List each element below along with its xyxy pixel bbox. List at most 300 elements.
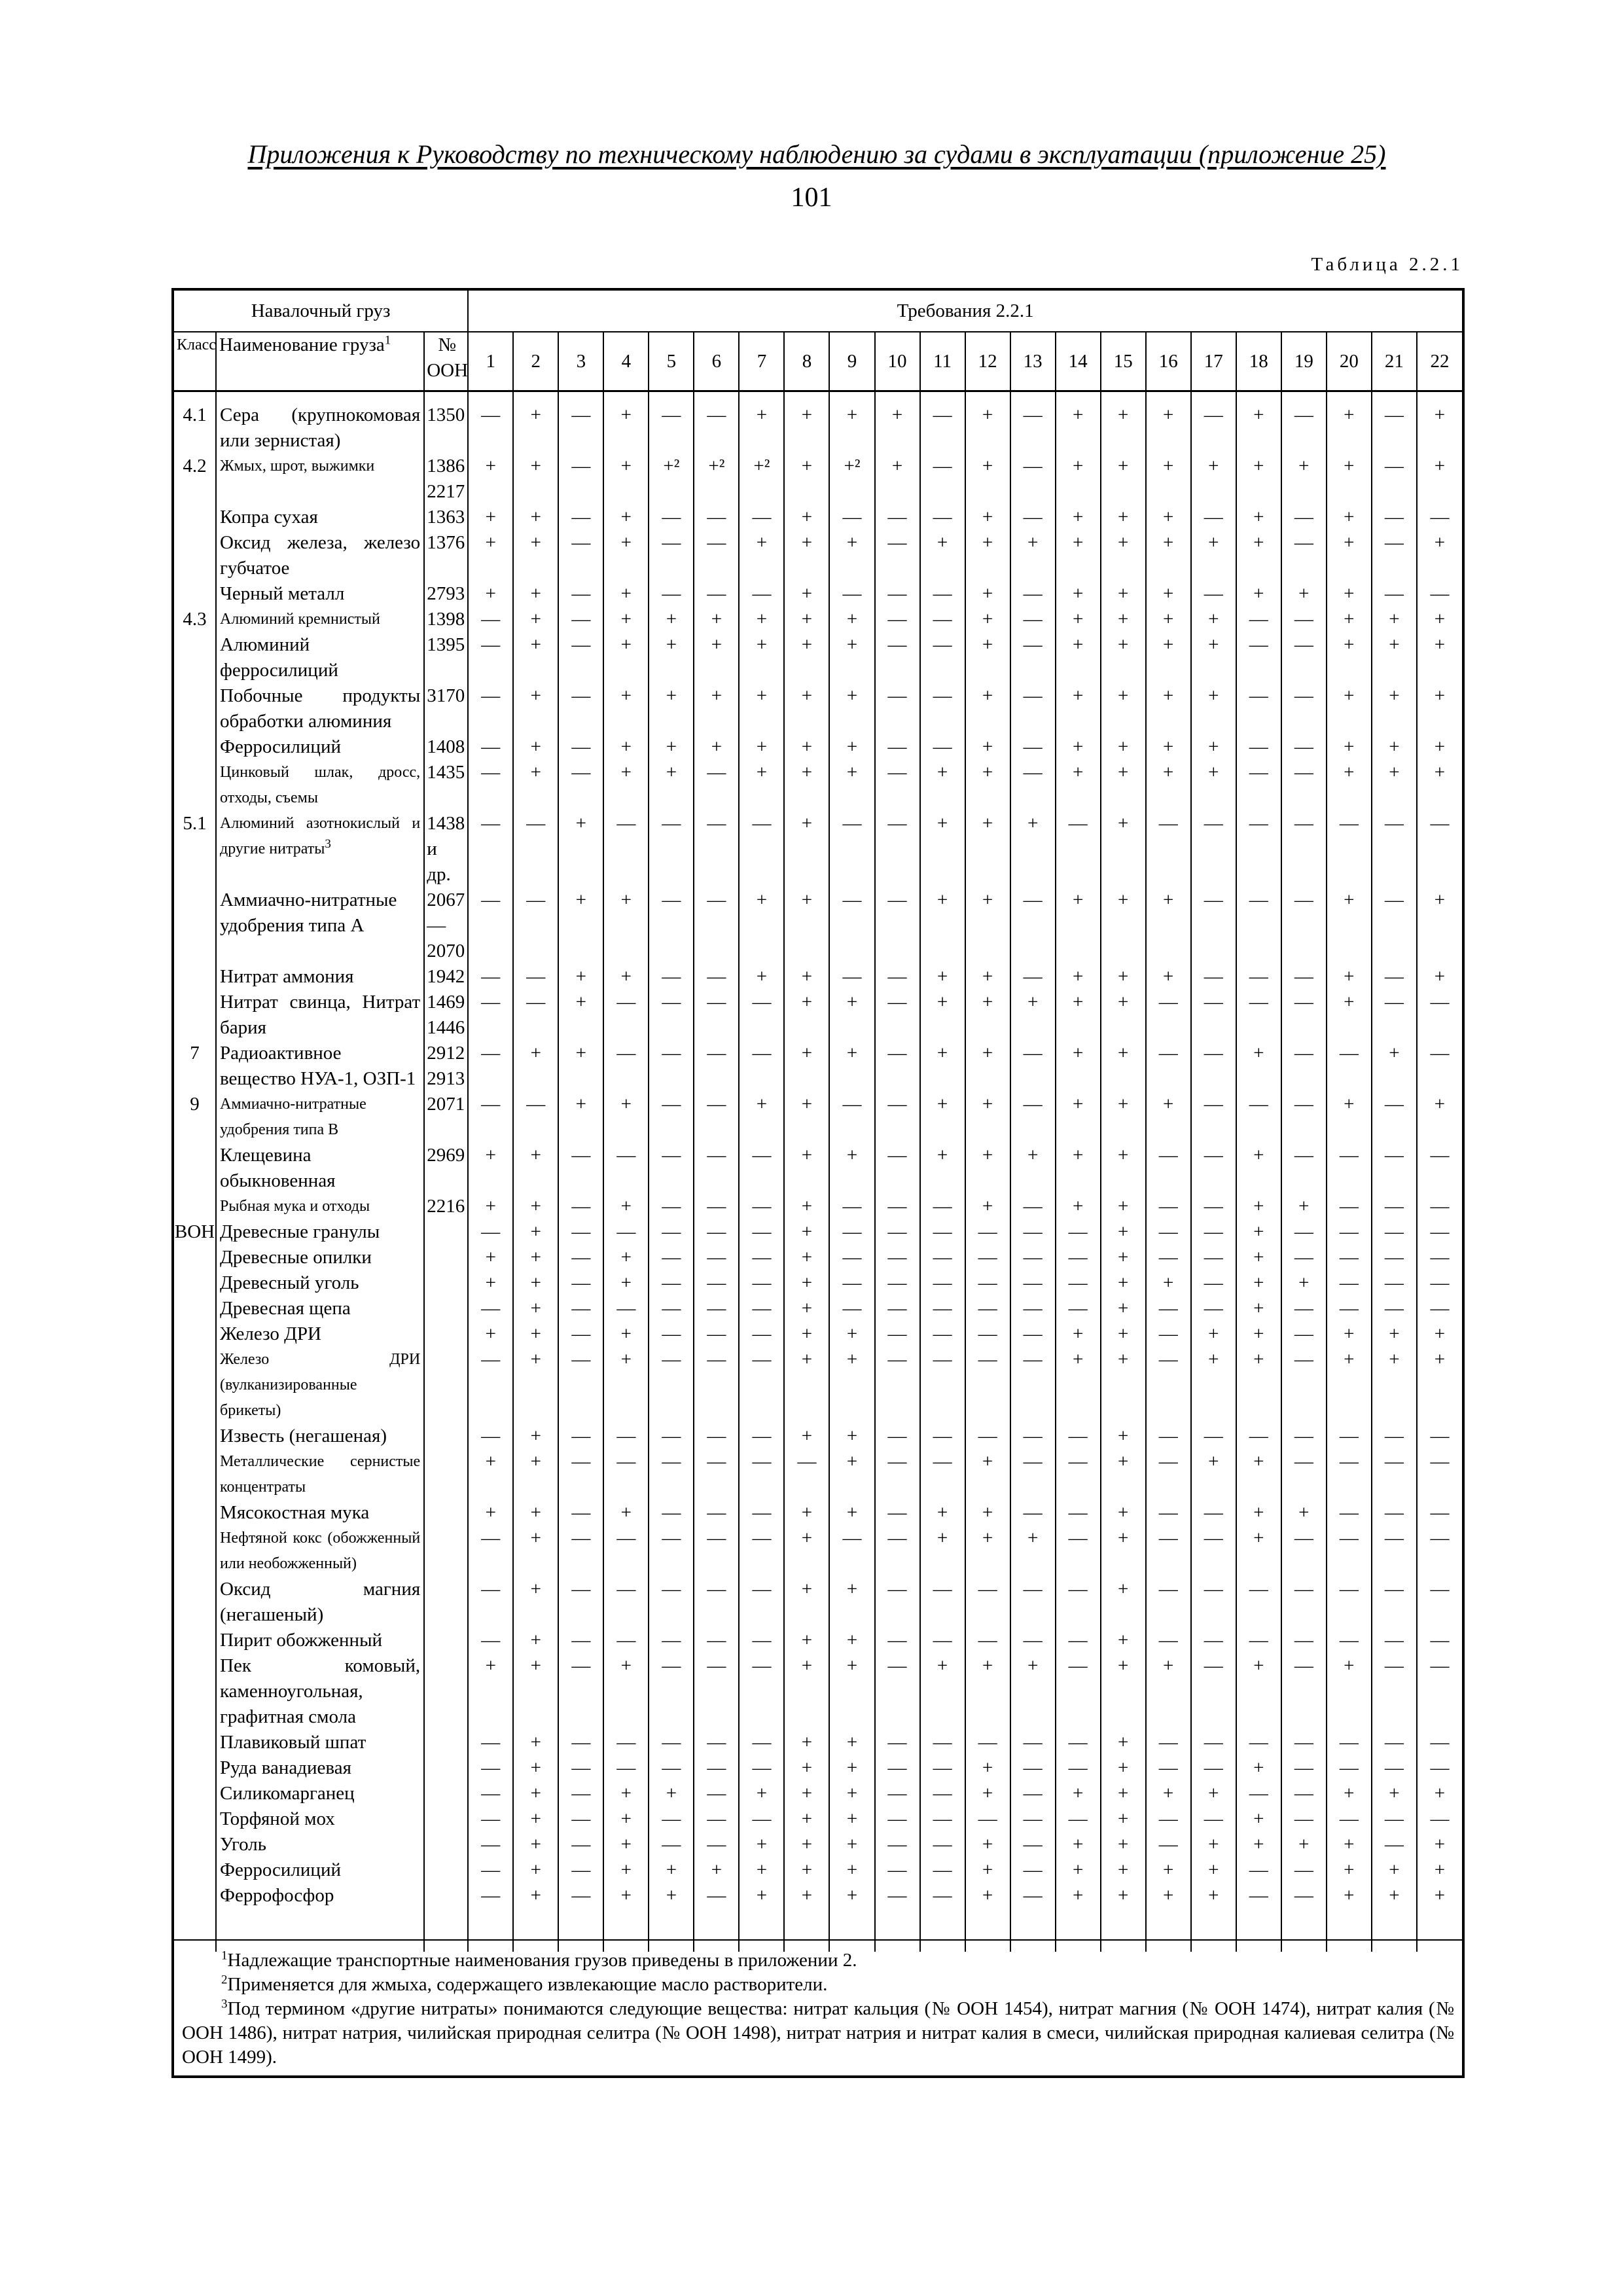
- cell-req-18: +: [1236, 1653, 1281, 1730]
- column-header-req-6: 6: [694, 332, 739, 391]
- cell-req-3: —: [558, 1500, 603, 1526]
- cell-req-4: +: [603, 1347, 649, 1424]
- cell-req-14: —: [1056, 1449, 1101, 1500]
- cargo-name-text: Древесная щепа: [220, 1298, 351, 1319]
- cell-req-20: —: [1327, 1577, 1372, 1628]
- table-row: [174, 454, 1462, 505]
- cell-req-11: —: [920, 1628, 965, 1653]
- un-number-text: 2216: [427, 1196, 465, 1217]
- cell-req-4: +: [603, 1194, 649, 1219]
- cell-req-5: —: [649, 1526, 694, 1577]
- cell-req-9: —: [829, 1270, 874, 1296]
- table-row: [174, 1883, 1462, 1909]
- cell-req-22: +: [1417, 1321, 1462, 1347]
- cell-req-5: —: [649, 1194, 694, 1219]
- cell-un-number: [424, 1245, 468, 1270]
- cell-req-7: +: [739, 1832, 784, 1857]
- cell-req-16: +: [1146, 888, 1191, 964]
- cell-req-3: —: [558, 1628, 603, 1653]
- cell-req-13: —: [1010, 1730, 1056, 1755]
- cell-req-5: —: [649, 1092, 694, 1143]
- cell-req-17: —: [1191, 1194, 1236, 1219]
- cell-req-16: —: [1146, 1194, 1191, 1219]
- cell-cargo-name: [216, 734, 424, 760]
- cell-req-17: +: [1191, 530, 1236, 581]
- cell-req-2: +: [513, 1270, 558, 1296]
- cell-cargo-name: [216, 1577, 424, 1628]
- cell-req-10: —: [875, 1245, 920, 1270]
- cell-req-7: —: [739, 1194, 784, 1219]
- cell-req-19: —: [1281, 734, 1327, 760]
- cell-req-21: +: [1372, 683, 1417, 734]
- cell-req-3: —: [558, 454, 603, 505]
- cell-req-22: —: [1417, 1270, 1462, 1296]
- cell-req-1: —: [468, 1730, 513, 1755]
- cell-req-1: —: [468, 1628, 513, 1653]
- cell-req-10: —: [875, 1755, 920, 1781]
- cell-req-17: +: [1191, 1883, 1236, 1909]
- cell-req-14: —: [1056, 1653, 1101, 1730]
- cell-req-22: +: [1417, 632, 1462, 683]
- cell-un-number: [424, 1653, 468, 1730]
- cell-req-13: —: [1010, 888, 1056, 964]
- cell-req-22: +: [1417, 607, 1462, 632]
- cell-req-22: —: [1417, 1296, 1462, 1321]
- column-header-un-line2: ООН: [427, 360, 469, 381]
- cell-req-15: +: [1101, 811, 1146, 888]
- cell-req-22: —: [1417, 1424, 1462, 1449]
- cell-req-6: —: [694, 1092, 739, 1143]
- cell-req-9: —: [829, 1245, 874, 1270]
- cell-req-22: +: [1417, 760, 1462, 811]
- cell-req-17: +: [1191, 1449, 1236, 1500]
- cell-req-9: +: [829, 1577, 874, 1628]
- cell-req-22: +: [1417, 403, 1462, 454]
- cell-req-1: —: [468, 1781, 513, 1806]
- cell-req-18: +: [1236, 1245, 1281, 1270]
- cell-req-21: —: [1372, 1500, 1417, 1526]
- cell-un-number: [424, 683, 468, 734]
- cell-req-6: —: [694, 1526, 739, 1577]
- cell-req-9: +: [829, 1857, 874, 1883]
- cell-req-13: —: [1010, 964, 1056, 990]
- cell-req-16: —: [1146, 1347, 1191, 1424]
- cell-req-21: —: [1372, 1424, 1417, 1449]
- cell-req-22: +: [1417, 888, 1462, 964]
- cell-cargo-name: [216, 1806, 424, 1832]
- cell-req-18: +: [1236, 1832, 1281, 1857]
- cell-req-12: —: [965, 1321, 1010, 1347]
- table-row: [174, 581, 1462, 607]
- cargo-name-text: Торфяной мох: [220, 1808, 335, 1829]
- cell-req-2: +: [513, 632, 558, 683]
- cell-class: [174, 1194, 216, 1219]
- cell-req-17: —: [1191, 505, 1236, 530]
- cell-req-4: +: [603, 1857, 649, 1883]
- cell-req-9: +: [829, 1832, 874, 1857]
- cell-req-18: —: [1236, 607, 1281, 632]
- cell-un-number: [424, 1449, 468, 1500]
- cell-class: [174, 1245, 216, 1270]
- cell-req-22: —: [1417, 1628, 1462, 1653]
- cell-req-21: —: [1372, 811, 1417, 888]
- cell-req-4: —: [603, 1424, 649, 1449]
- cargo-name-note: 3: [325, 837, 331, 851]
- cell-req-2: +: [513, 1653, 558, 1730]
- cell-req-21: —: [1372, 530, 1417, 581]
- cell-req-5: —: [649, 990, 694, 1041]
- cell-req-7: —: [739, 1296, 784, 1321]
- table-row: [174, 1449, 1462, 1500]
- cell-req-6: —: [694, 1041, 739, 1092]
- cell-req-8: +: [784, 1500, 829, 1526]
- cargo-name-text: Феррофосфор: [220, 1885, 334, 1906]
- cell-req-11: —: [920, 1577, 965, 1628]
- cell-req-11: —: [920, 734, 965, 760]
- cell-req-8: +: [784, 734, 829, 760]
- cell-req-17: —: [1191, 1270, 1236, 1296]
- cell-req-14: —: [1056, 1526, 1101, 1577]
- cell-req-1: —: [468, 1832, 513, 1857]
- cell-req-2: +: [513, 1806, 558, 1832]
- cell-req-16: +: [1146, 581, 1191, 607]
- cell-class: [174, 581, 216, 607]
- cell-req-1: —: [468, 1219, 513, 1245]
- cell-req-18: +: [1236, 505, 1281, 530]
- table-row: [174, 1245, 1462, 1270]
- table-row: [174, 1806, 1462, 1832]
- cell-un-number: [424, 1526, 468, 1577]
- cell-req-9: +: [829, 1628, 874, 1653]
- cell-req-19: —: [1281, 1245, 1327, 1270]
- cell-req-20: +: [1327, 1653, 1372, 1730]
- cell-req-15: +: [1101, 964, 1146, 990]
- cell-req-15: +: [1101, 581, 1146, 607]
- cell-req-20: +: [1327, 734, 1372, 760]
- cell-req-22: —: [1417, 1577, 1462, 1628]
- cell-req-18: —: [1236, 1857, 1281, 1883]
- column-header-req-19: 19: [1281, 332, 1327, 391]
- cell-req-16: —: [1146, 1806, 1191, 1832]
- cell-req-11: +: [920, 1653, 965, 1730]
- cell-req-1: —: [468, 632, 513, 683]
- cell-req-3: —: [558, 1755, 603, 1781]
- cell-req-21: —: [1372, 1577, 1417, 1628]
- cell-req-16: +: [1146, 454, 1191, 505]
- cell-req-1: +: [468, 530, 513, 581]
- cell-req-9: —: [829, 1296, 874, 1321]
- cell-class: [174, 1347, 216, 1424]
- cell-req-16: —: [1146, 811, 1191, 888]
- cell-req-3: +: [558, 990, 603, 1041]
- cell-req-8: +: [784, 505, 829, 530]
- cell-req-7: +: [739, 888, 784, 964]
- cell-req-17: +: [1191, 1347, 1236, 1424]
- cell-req-13: —: [1010, 1500, 1056, 1526]
- table-row: [174, 811, 1462, 888]
- cell-req-16: +: [1146, 734, 1191, 760]
- cell-req-22: +: [1417, 683, 1462, 734]
- cell-req-13: —: [1010, 581, 1056, 607]
- cell-req-11: —: [920, 1347, 965, 1424]
- cell-req-18: +: [1236, 581, 1281, 607]
- cell-req-20: +: [1327, 454, 1372, 505]
- cell-req-1: —: [468, 811, 513, 888]
- cell-req-14: —: [1056, 1270, 1101, 1296]
- cell-req-19: —: [1281, 990, 1327, 1041]
- footnote-text: Под термином «другие нитраты» понимаются следующие вещества: нитрат кальция (№ ООН 1454), нитрат магния (№ ООН 1474), нитрат калия (№ ООН 1486), нитрат натрия, чилийская природная селитра (№ ООН 1498), нитрат натрия и нитрат калия в смеси, чилийская природная калиевая селитра (№ ООН 1499).: [182, 1998, 1454, 2068]
- cell-req-5: +: [649, 1857, 694, 1883]
- cell-req-10: —: [875, 1857, 920, 1883]
- cell-un-number: [424, 1296, 468, 1321]
- cell-un-number: [424, 888, 468, 964]
- cell-un-number: [424, 1857, 468, 1883]
- table-row: [174, 1526, 1462, 1577]
- cell-req-9: +²: [829, 454, 874, 505]
- cell-req-13: —: [1010, 1092, 1056, 1143]
- cell-req-20: —: [1327, 1449, 1372, 1500]
- cell-req-17: —: [1191, 964, 1236, 990]
- cell-un-number: [424, 505, 468, 530]
- cell-req-1: +: [468, 1653, 513, 1730]
- cell-req-2: +: [513, 1781, 558, 1806]
- cell-req-11: —: [920, 683, 965, 734]
- cell-req-4: +: [603, 607, 649, 632]
- cell-req-22: —: [1417, 1730, 1462, 1755]
- cell-req-14: +: [1056, 454, 1101, 505]
- cell-req-9: —: [829, 1526, 874, 1577]
- cell-req-14: +: [1056, 1883, 1101, 1909]
- cell-cargo-name: [216, 1143, 424, 1194]
- cell-class: [174, 1806, 216, 1832]
- cell-req-11: +: [920, 990, 965, 1041]
- cell-req-21: —: [1372, 403, 1417, 454]
- footnote-mark: 3: [221, 1997, 228, 2011]
- cell-req-6: —: [694, 1781, 739, 1806]
- cell-req-16: —: [1146, 1296, 1191, 1321]
- cell-req-11: +: [920, 760, 965, 811]
- cell-req-22: —: [1417, 1143, 1462, 1194]
- table-row: [174, 1781, 1462, 1806]
- cell-req-17: —: [1191, 1730, 1236, 1755]
- cell-req-12: +: [965, 1041, 1010, 1092]
- column-header-un-line1: №: [438, 334, 457, 355]
- cell-req-1: +: [468, 1245, 513, 1270]
- cell-class: [174, 1755, 216, 1781]
- cell-req-18: +: [1236, 1321, 1281, 1347]
- cargo-name-text: Древесные гранулы: [220, 1221, 380, 1242]
- cell-req-21: —: [1372, 1628, 1417, 1653]
- cell-req-4: +: [603, 760, 649, 811]
- cell-req-20: —: [1327, 1219, 1372, 1245]
- cell-req-5: —: [649, 530, 694, 581]
- cell-req-10: —: [875, 1730, 920, 1755]
- cell-req-17: —: [1191, 1245, 1236, 1270]
- cell-req-10: —: [875, 1653, 920, 1730]
- footnote: [182, 1973, 1454, 1997]
- cell-req-9: +: [829, 734, 874, 760]
- cell-req-9: +: [829, 1143, 874, 1194]
- cargo-name-text: Ферросилиций: [220, 736, 341, 757]
- cell-cargo-name: [216, 1883, 424, 1909]
- cell-req-10: —: [875, 888, 920, 964]
- cell-cargo-name: [216, 530, 424, 581]
- cell-req-14: —: [1056, 1628, 1101, 1653]
- cell-req-20: +: [1327, 1092, 1372, 1143]
- table-row: [174, 1653, 1462, 1730]
- cell-req-7: —: [739, 1577, 784, 1628]
- cell-un-number: [424, 990, 468, 1041]
- cell-req-5: —: [649, 1245, 694, 1270]
- cell-req-9: —: [829, 505, 874, 530]
- cell-req-3: —: [558, 1143, 603, 1194]
- table-row: [174, 1194, 1462, 1219]
- cell-req-17: —: [1191, 1041, 1236, 1092]
- cell-req-4: +: [603, 403, 649, 454]
- cell-req-12: —: [965, 1219, 1010, 1245]
- cell-req-15: +: [1101, 683, 1146, 734]
- cell-req-5: —: [649, 1755, 694, 1781]
- table-row: [174, 1577, 1462, 1628]
- cell-req-15: +: [1101, 1653, 1146, 1730]
- cell-req-13: —: [1010, 1424, 1056, 1449]
- cell-req-20: —: [1327, 1194, 1372, 1219]
- cell-req-20: +: [1327, 760, 1372, 811]
- cell-cargo-name: [216, 1194, 424, 1219]
- table-row: [174, 1857, 1462, 1883]
- cell-req-6: +: [694, 683, 739, 734]
- cell-req-10: —: [875, 1628, 920, 1653]
- cell-req-2: +: [513, 1449, 558, 1500]
- cell-req-20: —: [1327, 1806, 1372, 1832]
- cell-class: 9: [190, 1094, 200, 1115]
- cell-req-14: +: [1056, 1347, 1101, 1424]
- cell-req-19: —: [1281, 1628, 1327, 1653]
- cell-req-15: +: [1101, 1730, 1146, 1755]
- cell-req-6: —: [694, 403, 739, 454]
- cell-req-1: +: [468, 1321, 513, 1347]
- cell-req-1: —: [468, 1806, 513, 1832]
- cell-req-22: +: [1417, 530, 1462, 581]
- column-header-req-8: 8: [784, 332, 829, 391]
- un-number-text: 1350: [427, 404, 465, 425]
- cell-req-19: —: [1281, 607, 1327, 632]
- cell-cargo-name: [216, 505, 424, 530]
- cell-req-8: +: [784, 1424, 829, 1449]
- cell-req-10: —: [875, 1500, 920, 1526]
- cell-req-19: —: [1281, 1321, 1327, 1347]
- cell-req-22: —: [1417, 505, 1462, 530]
- cell-req-6: —: [694, 1347, 739, 1424]
- cell-req-16: —: [1146, 1500, 1191, 1526]
- cell-req-16: —: [1146, 990, 1191, 1041]
- cell-req-8: +: [784, 1857, 829, 1883]
- cell-req-8: +: [784, 811, 829, 888]
- un-number-text: 1386 2217: [427, 456, 465, 502]
- cell-req-12: +: [965, 1857, 1010, 1883]
- cell-req-11: +: [920, 888, 965, 964]
- cell-req-5: +: [649, 760, 694, 811]
- cell-req-12: +: [965, 530, 1010, 581]
- cell-cargo-name: [216, 760, 424, 811]
- cell-req-3: —: [558, 1347, 603, 1424]
- cell-req-3: —: [558, 1194, 603, 1219]
- cell-req-5: —: [649, 1577, 694, 1628]
- cell-req-3: —: [558, 1832, 603, 1857]
- cell-req-8: +: [784, 1628, 829, 1653]
- cell-req-1: —: [468, 403, 513, 454]
- cell-cargo-name: [216, 1041, 424, 1092]
- cell-cargo-name: [216, 1219, 424, 1245]
- cell-req-3: —: [558, 607, 603, 632]
- cell-req-18: —: [1236, 1781, 1281, 1806]
- cell-req-16: +: [1146, 964, 1191, 990]
- cell-req-11: —: [920, 1755, 965, 1781]
- table-row: [174, 1296, 1462, 1321]
- cell-req-8: +: [784, 403, 829, 454]
- cell-req-4: —: [603, 1449, 649, 1500]
- cell-class: [174, 1500, 216, 1526]
- cell-req-19: —: [1281, 1296, 1327, 1321]
- cell-req-1: +: [468, 581, 513, 607]
- cell-req-14: —: [1056, 1730, 1101, 1755]
- cell-req-21: +: [1372, 760, 1417, 811]
- cell-cargo-name: [216, 403, 424, 454]
- cell-req-11: +: [920, 1143, 965, 1194]
- column-header-req-20: 20: [1327, 332, 1372, 391]
- cell-req-13: +: [1010, 530, 1056, 581]
- cell-req-19: —: [1281, 632, 1327, 683]
- cargo-name-text: Аммиачно-нитратные удобрения типа А: [220, 889, 397, 936]
- cell-req-12: +: [965, 1832, 1010, 1857]
- cell-req-20: —: [1327, 811, 1372, 888]
- cell-req-8: +: [784, 607, 829, 632]
- cell-req-1: —: [468, 734, 513, 760]
- cell-req-4: +: [603, 581, 649, 607]
- cell-req-17: —: [1191, 1526, 1236, 1577]
- cell-req-7: —: [739, 1449, 784, 1500]
- cell-req-15: +: [1101, 1500, 1146, 1526]
- cell-req-9: +: [829, 1500, 874, 1526]
- cell-req-18: —: [1236, 683, 1281, 734]
- cell-req-6: —: [694, 1883, 739, 1909]
- cell-req-20: +: [1327, 530, 1372, 581]
- cell-req-18: +: [1236, 403, 1281, 454]
- cell-req-10: —: [875, 964, 920, 990]
- cell-req-14: +: [1056, 990, 1101, 1041]
- cell-req-13: +: [1010, 990, 1056, 1041]
- cell-req-10: —: [875, 760, 920, 811]
- cell-req-7: —: [739, 1806, 784, 1832]
- table-row: [174, 1628, 1462, 1653]
- cell-req-1: —: [468, 1092, 513, 1143]
- cell-req-13: —: [1010, 1347, 1056, 1424]
- cell-req-5: —: [649, 1219, 694, 1245]
- cell-req-9: —: [829, 964, 874, 990]
- cell-req-19: —: [1281, 505, 1327, 530]
- cargo-name-text: Оксид магния (негашеный): [220, 1579, 421, 1625]
- cell-req-15: +: [1101, 1245, 1146, 1270]
- column-header-req-21: 21: [1372, 332, 1417, 391]
- cell-req-12: —: [965, 1730, 1010, 1755]
- cell-req-3: —: [558, 632, 603, 683]
- cell-req-9: —: [829, 1194, 874, 1219]
- column-header-req-14: 14: [1056, 332, 1101, 391]
- cell-req-15: +: [1101, 1321, 1146, 1347]
- cell-req-8: +: [784, 632, 829, 683]
- cell-req-22: —: [1417, 1041, 1462, 1092]
- cell-req-5: —: [649, 1730, 694, 1755]
